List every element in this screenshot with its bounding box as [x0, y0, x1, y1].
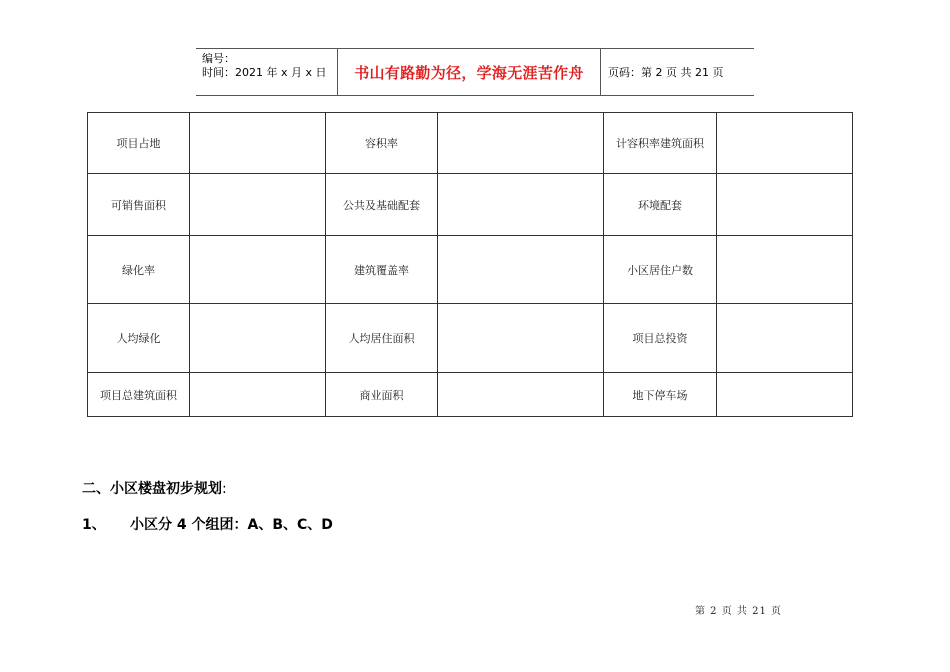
header-meta: [196, 49, 338, 95]
section-heading: [82, 478, 227, 498]
table-cell-label: 可销售面积: [88, 174, 190, 236]
list-item: [82, 514, 333, 534]
table-cell-value[interactable]: [190, 373, 326, 417]
time-label: 时间：2021 年 x 月 x 日: [202, 66, 327, 79]
table-cell-value[interactable]: [717, 304, 853, 373]
table-cell-label: 容积率: [326, 113, 438, 174]
id-label: 编号：: [202, 52, 235, 65]
table-cell-value[interactable]: [438, 174, 604, 236]
table-cell-value[interactable]: [717, 236, 853, 304]
table-cell-label: 环境配套: [604, 174, 717, 236]
table-cell-value[interactable]: [190, 174, 326, 236]
table-cell-label: 项目总投资: [604, 304, 717, 373]
table-cell-label: 人均绿化: [88, 304, 190, 373]
table-cell-label: 公共及基础配套: [326, 174, 438, 236]
table-cell-value[interactable]: [190, 304, 326, 373]
table-cell-value[interactable]: [190, 236, 326, 304]
table-row: [88, 304, 853, 373]
page-footer: 第 2 页 共 21 页: [695, 606, 782, 617]
section-heading-text: 二、小区楼盘初步规划: [82, 481, 222, 497]
table-cell-value[interactable]: [438, 113, 604, 174]
table-row: [88, 174, 853, 236]
table-cell-label: 项目总建筑面积: [88, 373, 190, 417]
table-cell-label: 绿化率: [88, 236, 190, 304]
list-item-text: 小区分 4 个组团：A、B、C、D: [130, 517, 333, 533]
table-row: [88, 236, 853, 304]
section-heading-colon: :: [222, 481, 227, 497]
list-item-number: 1、: [82, 517, 106, 533]
table-row: [88, 113, 853, 174]
project-info-table: [87, 112, 853, 417]
table-cell-label: 计容积率建筑面积: [604, 113, 717, 174]
table-cell-label: 小区居住户数: [604, 236, 717, 304]
table-cell-value[interactable]: [438, 236, 604, 304]
table-cell-label: 商业面积: [326, 373, 438, 417]
header-page-number: 页码：第 2 页 共 21 页: [608, 66, 724, 79]
table-cell-value[interactable]: [190, 113, 326, 174]
table-row: [88, 373, 853, 417]
table-cell-label: 建筑覆盖率: [326, 236, 438, 304]
table-cell-label: 地下停车场: [604, 373, 717, 417]
table-cell-value[interactable]: [438, 304, 604, 373]
page-header: [196, 48, 754, 96]
table-cell-value[interactable]: [717, 373, 853, 417]
table-cell-value[interactable]: [717, 113, 853, 174]
table-cell-value[interactable]: [438, 373, 604, 417]
table-cell-label: 项目占地: [88, 113, 190, 174]
table-cell-value[interactable]: [717, 174, 853, 236]
table-cell-label: 人均居住面积: [326, 304, 438, 373]
header-motto: 书山有路勤为径，学海无涯苦作舟: [338, 49, 601, 95]
